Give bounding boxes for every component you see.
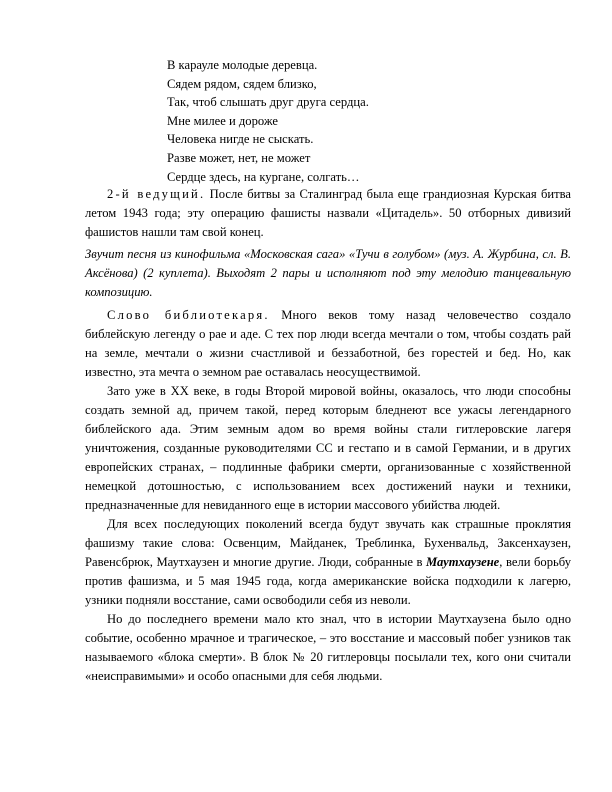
stage-direction: Звучит песня из кинофильма «Московская сага» «Тучи в голубом» (муз. А. Журбина, сл. В. Аксёнова) (2 куплета). Выходят 2 пары и исполняют под эту мелодию танцевальную композицию. [85,247,571,299]
paragraph-block-20: Но до последнего времени мало кто знал, что в истории Маутхаузена было одно событие, особенно мрачное и трагическое, – это восстание и массовый побег узников так называемого «блока смерти». В блок № 20 гитлеровцы посылали тех, кого они считали «неисправимыми» и особо опасными для себя людьми. [85,612,571,683]
poem-line: Разве может, нет, не может [167,150,311,165]
paragraph-text: Для всех последующих поколений всегда будут звучать как страшные проклятия фашизму такие слова: Освенцим, Майданек, Треблинка, Бухенвальд, Заксенхаузен, Равенсбрюк, Маутхаузен и многие другие. Люди, собранные в [85,517,571,569]
poem-stanza [167,56,369,186]
poem-line: Сердце здесь, на кургане, солгать… [167,169,360,184]
paragraph-camps [85,515,571,610]
paragraph-text: Много веков тому назад человечество создало библейскую легенду о рае и аде. С тех пор люди всегда мечтали о том, чтобы создать рай на земле, мечтали о жизни счастливой и беззаботной, без горестей и бед. Но, как известно, эта мечта о земном рае оставалась неосуществимой. [85,308,571,379]
paragraph-hell-on-earth: Зато уже в ХХ веке, в годы Второй мировой войны, оказалось, что люди способны создать земной ад, причем такой, перед которым бледнеют все ужасы легендарного библейского ада. Этим земным адом во время войны стали гитлеровские лагеря уничтожения, созданные руководителями СС и гестапо и в самой Германии, и в других европейских странах, – подлинные фабрики смерти, организованные с хозяйственной немецкой дотошностью, с использованием всех достижений науки и техники, предназначенные для невиданного еще в истории массового убийства людей. [85,384,571,512]
paragraph-second-host [85,185,571,242]
emphasized-place-name: Маутхаузене [425,555,500,569]
poem-line: В карауле молодые деревца. [167,58,318,72]
paragraph-text: , вели борьбу против фашизма, и 5 мая 1945 года, когда американские войска подходили к лагерю, узники подняли восстание, сами освободили себя из неволи. [85,555,571,607]
document-body [85,185,571,686]
poem-line: Человека нигде не сыскать. [167,132,314,147]
poem-line: Сядем рядом, сядем близко, [167,76,317,91]
poem-line: Мне милее и дороже [167,113,278,128]
speaker-label: Слово библиотекаря. [107,308,270,322]
speaker-label: 2-й ведущий. [107,187,206,201]
paragraph-text: После битвы за Сталинград была еще грандиозная Курская битва летом 1943 года; эту операцию фашисты назвали «Цитадель». 50 отборных дивизий фашистов нашли там свой конец. [85,187,571,239]
poem-line: Так, чтоб слышать друг друга сердца. [167,95,369,110]
paragraph-librarian [85,306,571,382]
